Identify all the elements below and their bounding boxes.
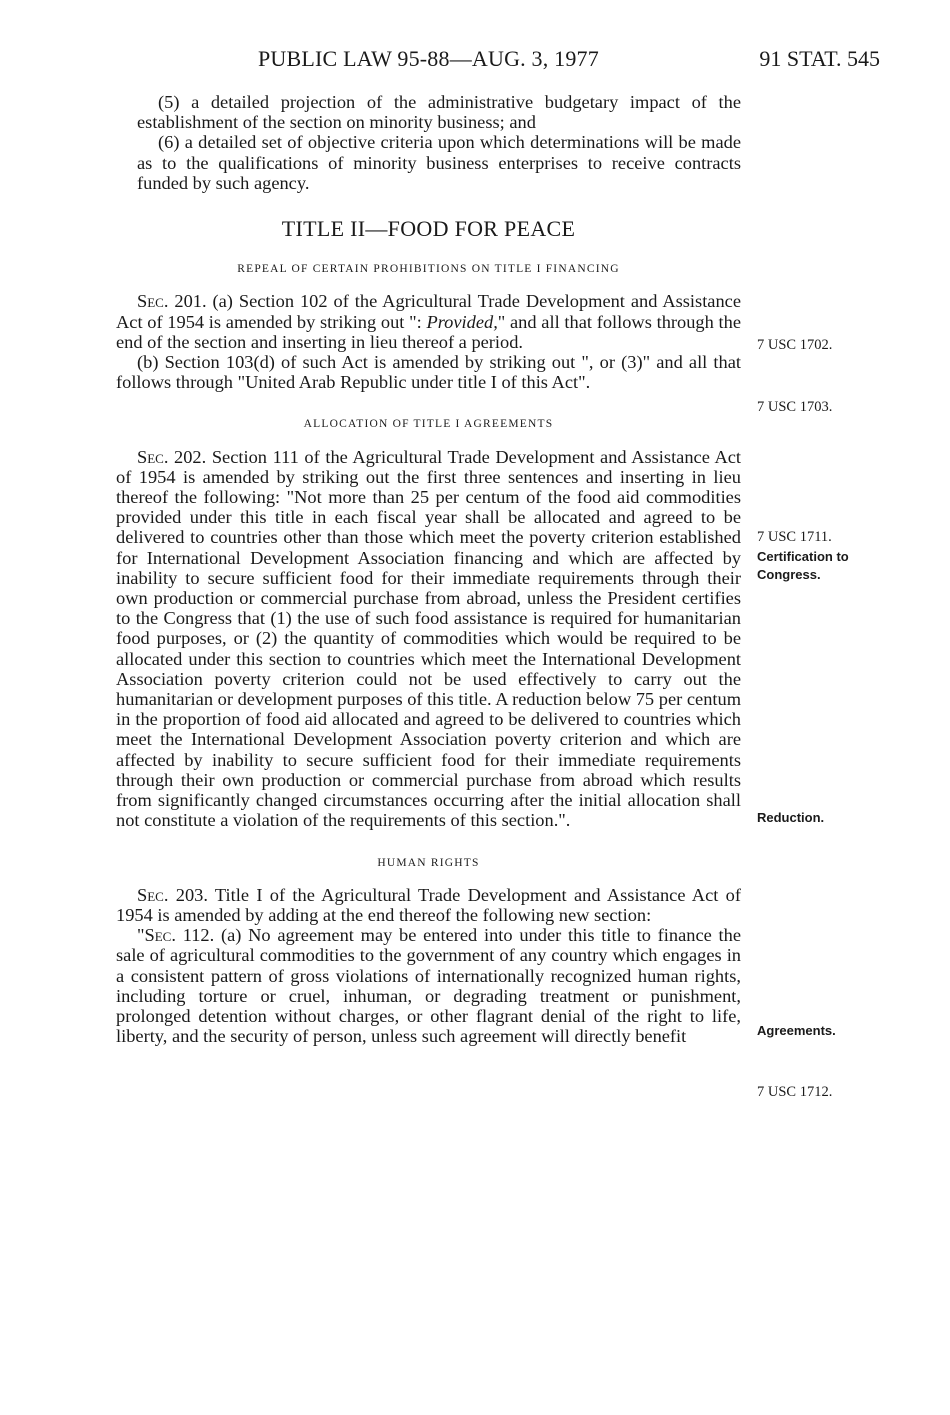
- sec-203-body: . 203. Title I of the Agricultural Trade Development and Assistance Act of 1954 is amended by adding at the end thereof the following new section:: [116, 884, 741, 925]
- section-201-heading: REPEAL OF CERTAIN PROHIBITIONS ON TITLE I FINANCING: [237, 263, 620, 276]
- margin-note-7-usc-1712: 7 USC 1712.: [757, 1084, 833, 1100]
- section-201-a: [116, 291, 741, 352]
- margin-note-reduction: Reduction.: [757, 810, 825, 825]
- main-text: [116, 92, 741, 1046]
- sec-201-a-pre: . 201. (a) Section 102 of the Agricultural Trade Development and Assistance Act of 1954 is amended by striking out ":: [116, 291, 741, 332]
- statute-page-number: 91 STAT. 545: [759, 46, 880, 71]
- section-112-text: [116, 925, 741, 1046]
- sec-112-body: . 112. (a) No agreement may be entered into under this title to finance the sale of agricultural commodities to the government of any country which engages in a consistent pattern of gross violations of internationally recognized human rights, including torture or cruel, inhuman, or degrading treatment or punishment, prolonged detention without charges, or other flagrant denial of the right to life, liberty, and the security of person, unless such agreement will directly benefit: [116, 925, 741, 1047]
- sec-label: Sec: [144, 925, 172, 946]
- sec-label: Sec: [137, 446, 164, 467]
- list-item-6: (6) a detailed set of objective criteria upon which determinations will be made as to the qualifications of minority business enterprises to receive contracts funded by such agency.: [137, 132, 741, 193]
- margin-note-7-usc-1711: 7 USC 1711.: [757, 529, 832, 545]
- margin-note-certification: Certification to Congress.: [757, 549, 849, 582]
- margin-note-7-usc-1703: 7 USC 1703.: [757, 399, 833, 415]
- sec-201-a-post: " and all that follows through the end of the section and inserting in lieu thereof a period.: [116, 311, 741, 352]
- margin-note-7-usc-1702: 7 USC 1702.: [757, 337, 833, 353]
- section-201-b: (b) Section 103(d) of such Act is amended by striking out ", or (3)" and all that follows through "United Arab Republic under title I of this Act".: [116, 352, 741, 393]
- section-203-text: [116, 885, 741, 925]
- margin-note-agreements: Agreements.: [757, 1023, 836, 1038]
- quote-mark: ": [137, 925, 145, 946]
- section-202-heading: ALLOCATION OF TITLE I AGREEMENTS: [303, 418, 554, 431]
- section-203-heading: HUMAN RIGHTS: [377, 856, 480, 869]
- sec-label: Sec: [137, 291, 164, 312]
- title-heading: TITLE II—FOOD FOR PEACE: [281, 216, 576, 242]
- sec-202-body: . 202. Section 111 of the Agricultural Trade Development and Assistance Act of 1954 is amended by striking out the first three sentences and inserting in lieu thereof the following: "Not more than 25 per centum of the food aid commodities provided under this title in each fiscal year shall be allocated and agreed to be delivered to countries other than those which meet the poverty criterion established for International Development Association financing and which are affected by inability to secure sufficient food for their immediate requirements through their own production or commercial purchase from abroad, unless the President certifies to the Congress that (1) the use of such food assistance is required for humanitarian food purposes, or (2) the quantity of commodities which would be required to be allocated under this section to countries which meet the International Development Association poverty criterion could not be used effectively to carry out the humanitarian or development purposes of this title. A reduction below 75 per centum in the proportion of food aid allocated and agreed to be delivered to countries which meet the International Development Association poverty criterion and which are affected by inability to secure sufficient food for their immediate requirements through their own production or commercial purchase from abroad which results from significantly changed circumstances occurring after the initial allocation shall not constitute a violation of the requirements of this section.".: [116, 446, 741, 831]
- sec-label: Sec: [137, 884, 164, 905]
- list-item-5: (5) a detailed projection of the administrative budgetary impact of the establishment of the section on minority business; and: [137, 92, 741, 133]
- page-header: [0, 46, 950, 76]
- section-202-text: [116, 447, 741, 831]
- running-head: PUBLIC LAW 95-88—AUG. 3, 1977: [258, 46, 599, 71]
- sec-201-a-italic: Provided,: [426, 311, 498, 332]
